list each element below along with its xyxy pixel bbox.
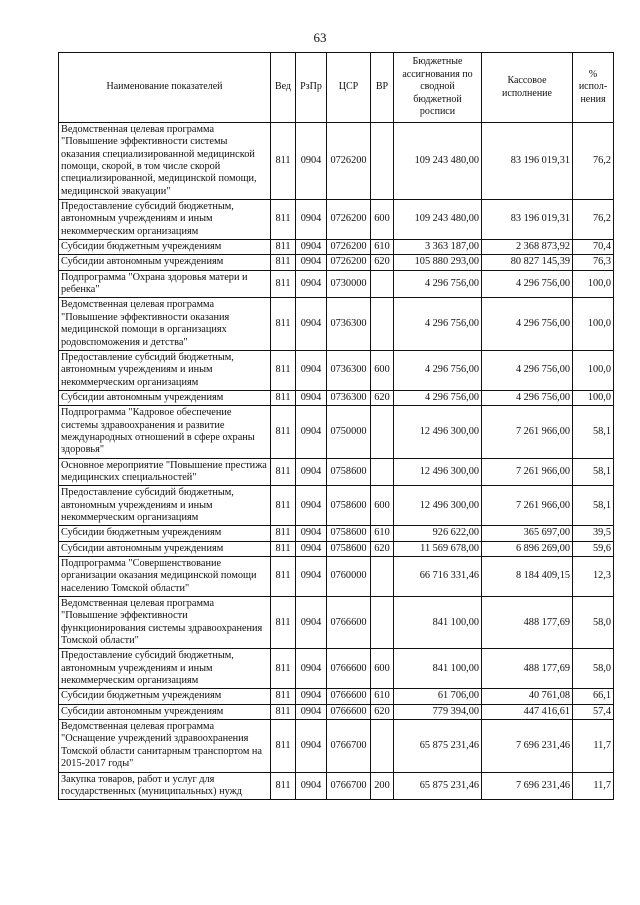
cell-ved: 811 — [271, 270, 296, 298]
cell-percent: 76,3 — [573, 255, 614, 270]
cell-cash: 6 896 269,00 — [482, 541, 573, 556]
cell-percent: 59,6 — [573, 541, 614, 556]
header-csr: ЦСР — [327, 53, 371, 123]
cell-rzpr: 0904 — [296, 526, 327, 541]
cell-name: Субсидии бюджетным учреждениям — [59, 689, 271, 704]
cell-vr: 600 — [371, 350, 394, 390]
cell-rzpr: 0904 — [296, 541, 327, 556]
cell-cash: 4 296 756,00 — [482, 270, 573, 298]
cell-name: Подпрограмма "Кадровое обеспечение системы здравоохранения и развитие международных отношений в сфере охраны здоровья" — [59, 406, 271, 458]
cell-percent: 100,0 — [573, 298, 614, 350]
cell-ved: 811 — [271, 486, 296, 526]
cell-csr: 0758600 — [327, 526, 371, 541]
cell-budget: 12 496 300,00 — [394, 458, 482, 486]
cell-name: Предоставление субсидий бюджетным, автономным учреждениям и иным некоммерческим организациям — [59, 200, 271, 240]
cell-percent: 58,0 — [573, 649, 614, 689]
cell-percent: 12,3 — [573, 557, 614, 597]
cell-cash: 488 177,69 — [482, 649, 573, 689]
cell-budget: 779 394,00 — [394, 704, 482, 719]
table-row — [59, 298, 614, 350]
cell-csr: 0766600 — [327, 597, 371, 649]
table-row — [59, 270, 614, 298]
cell-name: Предоставление субсидий бюджетным, автономным учреждениям и иным некоммерческим организациям — [59, 350, 271, 390]
cell-budget: 12 496 300,00 — [394, 406, 482, 458]
cell-ved: 811 — [271, 541, 296, 556]
cell-budget: 61 706,00 — [394, 689, 482, 704]
cell-vr: 600 — [371, 486, 394, 526]
cell-ved: 811 — [271, 704, 296, 719]
table-row — [59, 123, 614, 200]
cell-rzpr: 0904 — [296, 557, 327, 597]
cell-cash: 7 261 966,00 — [482, 406, 573, 458]
table-row — [59, 772, 614, 800]
cell-csr: 0766600 — [327, 704, 371, 719]
cell-ved: 811 — [271, 772, 296, 800]
cell-ved: 811 — [271, 240, 296, 255]
cell-budget: 105 880 293,00 — [394, 255, 482, 270]
cell-ved: 811 — [271, 406, 296, 458]
cell-csr: 0766700 — [327, 720, 371, 772]
cell-vr — [371, 720, 394, 772]
cell-budget: 4 296 756,00 — [394, 390, 482, 405]
cell-rzpr: 0904 — [296, 458, 327, 486]
cell-budget: 841 100,00 — [394, 649, 482, 689]
cell-percent: 70,4 — [573, 240, 614, 255]
cell-name: Предоставление субсидий бюджетным, автономным учреждениям и иным некоммерческим организациям — [59, 649, 271, 689]
table-row — [59, 255, 614, 270]
table-row — [59, 390, 614, 405]
cell-vr — [371, 298, 394, 350]
cell-name: Ведомственная целевая программа "Повышение эффективности системы оказания специализированной медицинской помощи, скорой, в том числе скорой специализированной, медицинской помощи, медицинской эвакуации" — [59, 123, 271, 200]
cell-name: Субсидии автономным учреждениям — [59, 704, 271, 719]
cell-rzpr: 0904 — [296, 255, 327, 270]
cell-ved: 811 — [271, 200, 296, 240]
cell-budget: 65 875 231,46 — [394, 720, 482, 772]
cell-rzpr: 0904 — [296, 406, 327, 458]
cell-csr: 0730000 — [327, 270, 371, 298]
cell-vr: 620 — [371, 704, 394, 719]
cell-vr — [371, 270, 394, 298]
table-row — [59, 526, 614, 541]
cell-cash: 40 761,08 — [482, 689, 573, 704]
table-row — [59, 541, 614, 556]
cell-csr: 0726200 — [327, 123, 371, 200]
cell-ved: 811 — [271, 255, 296, 270]
table-row — [59, 649, 614, 689]
cell-ved: 811 — [271, 557, 296, 597]
cell-percent: 11,7 — [573, 772, 614, 800]
cell-rzpr: 0904 — [296, 772, 327, 800]
cell-percent: 58,1 — [573, 458, 614, 486]
cell-budget: 841 100,00 — [394, 597, 482, 649]
cell-vr — [371, 557, 394, 597]
cell-vr — [371, 458, 394, 486]
header-ved: Вед — [271, 53, 296, 123]
cell-budget: 109 243 480,00 — [394, 200, 482, 240]
cell-vr: 610 — [371, 689, 394, 704]
cell-name: Ведомственная целевая программа "Повышение эффективности функционирования системы здравоохранения Томской области" — [59, 597, 271, 649]
cell-name: Ведомственная целевая программа "Повышение эффективности оказания медицинской помощи в организациях родовспоможения и детства" — [59, 298, 271, 350]
cell-percent: 100,0 — [573, 270, 614, 298]
cell-csr: 0758600 — [327, 486, 371, 526]
cell-name: Субсидии автономным учреждениям — [59, 541, 271, 556]
cell-rzpr: 0904 — [296, 597, 327, 649]
cell-budget: 3 363 187,00 — [394, 240, 482, 255]
cell-ved: 811 — [271, 597, 296, 649]
cell-rzpr: 0904 — [296, 270, 327, 298]
cell-csr: 0766600 — [327, 689, 371, 704]
cell-vr: 620 — [371, 255, 394, 270]
header-rzpr: РзПр — [296, 53, 327, 123]
cell-cash: 365 697,00 — [482, 526, 573, 541]
cell-csr: 0736300 — [327, 390, 371, 405]
cell-name: Субсидии бюджетным учреждениям — [59, 526, 271, 541]
cell-budget: 65 875 231,46 — [394, 772, 482, 800]
cell-csr: 0726200 — [327, 200, 371, 240]
cell-vr: 200 — [371, 772, 394, 800]
cell-cash: 4 296 756,00 — [482, 298, 573, 350]
cell-name: Предоставление субсидий бюджетным, автономным учреждениям и иным некоммерческим организациям — [59, 486, 271, 526]
table-row — [59, 406, 614, 458]
cell-rzpr: 0904 — [296, 240, 327, 255]
cell-budget: 12 496 300,00 — [394, 486, 482, 526]
cell-cash: 7 261 966,00 — [482, 486, 573, 526]
table-row — [59, 240, 614, 255]
cell-cash: 4 296 756,00 — [482, 390, 573, 405]
cell-csr: 0736300 — [327, 350, 371, 390]
table-row — [59, 720, 614, 772]
cell-percent: 100,0 — [573, 390, 614, 405]
cell-rzpr: 0904 — [296, 704, 327, 719]
cell-percent: 76,2 — [573, 200, 614, 240]
cell-budget: 109 243 480,00 — [394, 123, 482, 200]
cell-cash: 7 261 966,00 — [482, 458, 573, 486]
header-budget: Бюджетные ассигнования по сводной бюджетной росписи — [394, 53, 482, 123]
cell-rzpr: 0904 — [296, 486, 327, 526]
cell-name: Закупка товаров, работ и услуг для государственных (муниципальных) нужд — [59, 772, 271, 800]
cell-csr: 0760000 — [327, 557, 371, 597]
cell-percent: 100,0 — [573, 350, 614, 390]
cell-name: Ведомственная целевая программа "Оснащение учреждений здравоохранения Томской области санитарным транспортом на 2015-2017 годы" — [59, 720, 271, 772]
cell-vr: 620 — [371, 390, 394, 405]
cell-percent: 11,7 — [573, 720, 614, 772]
cell-ved: 811 — [271, 390, 296, 405]
cell-ved: 811 — [271, 649, 296, 689]
cell-rzpr: 0904 — [296, 298, 327, 350]
cell-cash: 2 368 873,92 — [482, 240, 573, 255]
cell-percent: 76,2 — [573, 123, 614, 200]
cell-ved: 811 — [271, 350, 296, 390]
header-vr: ВР — [371, 53, 394, 123]
cell-percent: 66,1 — [573, 689, 614, 704]
cell-ved: 811 — [271, 720, 296, 772]
table-row — [59, 557, 614, 597]
cell-ved: 811 — [271, 689, 296, 704]
cell-vr: 610 — [371, 240, 394, 255]
cell-cash: 7 696 231,46 — [482, 720, 573, 772]
cell-cash: 8 184 409,15 — [482, 557, 573, 597]
cell-cash: 447 416,61 — [482, 704, 573, 719]
cell-name: Основное мероприятие "Повышение престижа медицинских специальностей" — [59, 458, 271, 486]
cell-name: Подпрограмма "Охрана здоровья матери и ребенка" — [59, 270, 271, 298]
header-percent: % испол-нения — [573, 53, 614, 123]
cell-budget: 66 716 331,46 — [394, 557, 482, 597]
cell-rzpr: 0904 — [296, 390, 327, 405]
cell-budget: 11 569 678,00 — [394, 541, 482, 556]
cell-rzpr: 0904 — [296, 689, 327, 704]
table-row — [59, 350, 614, 390]
cell-csr: 0750000 — [327, 406, 371, 458]
table-body — [59, 123, 614, 800]
cell-budget: 4 296 756,00 — [394, 298, 482, 350]
cell-vr: 610 — [371, 526, 394, 541]
cell-ved: 811 — [271, 458, 296, 486]
cell-percent: 58,1 — [573, 486, 614, 526]
cell-vr: 600 — [371, 649, 394, 689]
cell-csr: 0726200 — [327, 240, 371, 255]
cell-csr: 0736300 — [327, 298, 371, 350]
cell-name: Субсидии автономным учреждениям — [59, 390, 271, 405]
cell-rzpr: 0904 — [296, 350, 327, 390]
header-cash: Кассовое исполнение — [482, 53, 573, 123]
cell-rzpr: 0904 — [296, 200, 327, 240]
cell-csr: 0766600 — [327, 649, 371, 689]
cell-vr — [371, 597, 394, 649]
cell-percent: 58,0 — [573, 597, 614, 649]
cell-percent: 39,5 — [573, 526, 614, 541]
budget-execution-table — [58, 52, 614, 800]
cell-budget: 4 296 756,00 — [394, 350, 482, 390]
cell-csr: 0726200 — [327, 255, 371, 270]
table-row — [59, 486, 614, 526]
cell-rzpr: 0904 — [296, 720, 327, 772]
header-name: Наименование показателей — [59, 53, 271, 123]
cell-rzpr: 0904 — [296, 123, 327, 200]
cell-percent: 57,4 — [573, 704, 614, 719]
cell-vr — [371, 406, 394, 458]
cell-vr: 620 — [371, 541, 394, 556]
cell-cash: 83 196 019,31 — [482, 200, 573, 240]
cell-ved: 811 — [271, 298, 296, 350]
table-row — [59, 200, 614, 240]
cell-budget: 4 296 756,00 — [394, 270, 482, 298]
cell-budget: 926 622,00 — [394, 526, 482, 541]
cell-cash: 80 827 145,39 — [482, 255, 573, 270]
cell-name: Субсидии автономным учреждениям — [59, 255, 271, 270]
cell-rzpr: 0904 — [296, 649, 327, 689]
table-row — [59, 458, 614, 486]
cell-csr: 0758600 — [327, 541, 371, 556]
cell-vr: 600 — [371, 200, 394, 240]
cell-percent: 58,1 — [573, 406, 614, 458]
page-number: 63 — [313, 30, 327, 45]
cell-name: Субсидии бюджетным учреждениям — [59, 240, 271, 255]
cell-csr: 0758600 — [327, 458, 371, 486]
cell-cash: 83 196 019,31 — [482, 123, 573, 200]
table-header-row — [59, 53, 614, 123]
cell-cash: 4 296 756,00 — [482, 350, 573, 390]
cell-csr: 0766700 — [327, 772, 371, 800]
cell-vr — [371, 123, 394, 200]
cell-cash: 488 177,69 — [482, 597, 573, 649]
cell-name: Подпрограмма "Совершенствование организации оказания медицинской помощи населению Томской области" — [59, 557, 271, 597]
table-row — [59, 704, 614, 719]
cell-ved: 811 — [271, 123, 296, 200]
table-row — [59, 597, 614, 649]
cell-ved: 811 — [271, 526, 296, 541]
table-row — [59, 689, 614, 704]
cell-cash: 7 696 231,46 — [482, 772, 573, 800]
